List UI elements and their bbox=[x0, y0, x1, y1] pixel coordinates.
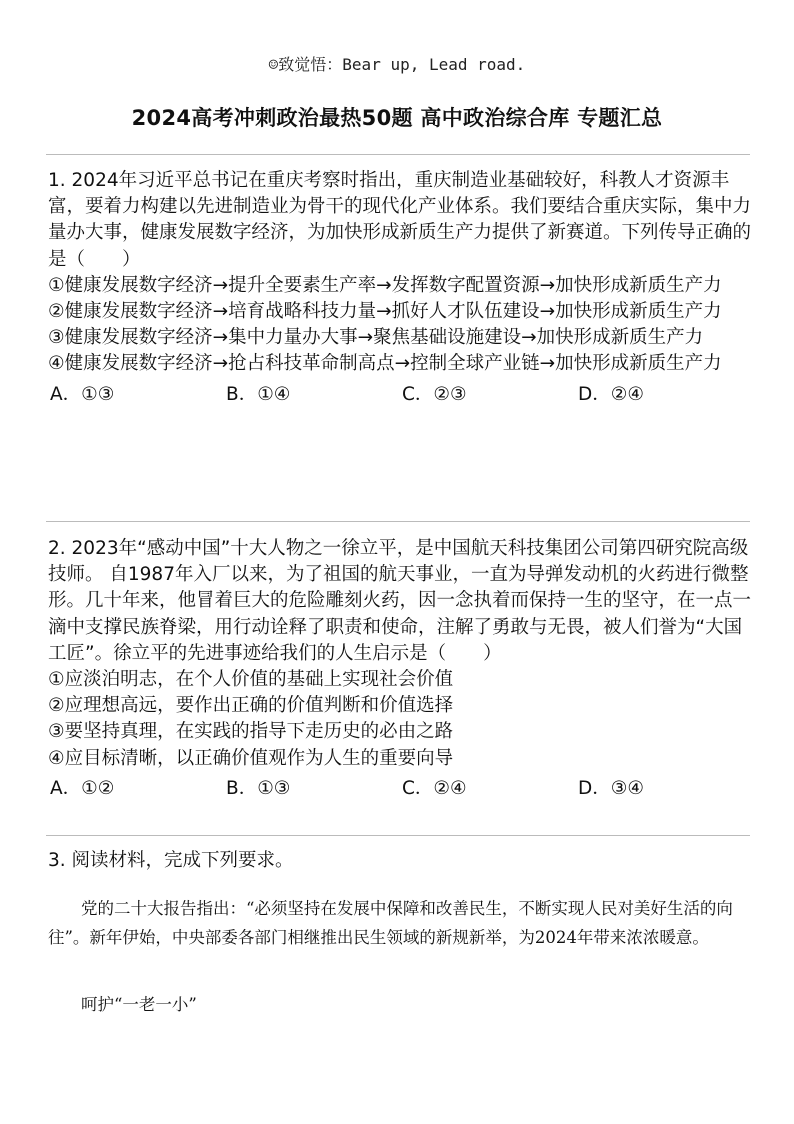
option-d[interactable]: D．③④ bbox=[578, 777, 644, 799]
option-a[interactable]: A．①② bbox=[50, 777, 115, 799]
statement-item: ③健康发展数字经济→集中力量办大事→聚焦基础设施建设→加快形成新质生产力 bbox=[48, 327, 704, 349]
question-stem: 3. 阅读材料，完成下列要求。 bbox=[48, 850, 294, 871]
question-stem: 2. 2023年“感动中国”十大人物之一徐立平，是中国航天科技集团公司第四研究院高级技师。 自1987年入厂以来，为了祖国的航天事业，一直为导弹发动机的火药进行微整形。几十年来，他冒着巨大的危险雕刻火药，因一念执着而保持一生的坚守，在一点一滴中支撑民族脊梁，用行动诠释了职责和使命，注解了勇敢与无畏，被人们誉为“大国工匠”。徐立平的先进事迹给我们的人生启示是（ ） bbox=[48, 538, 752, 664]
question-2 bbox=[48, 536, 752, 802]
header-motto: ☺致觉悟：Bear up, Lead road. bbox=[268, 55, 526, 74]
option-d[interactable]: D．②④ bbox=[578, 383, 644, 405]
divider bbox=[46, 154, 750, 155]
material-subheading-block bbox=[48, 990, 752, 1019]
option-c[interactable]: C．②④ bbox=[402, 777, 467, 799]
question-3 bbox=[48, 848, 752, 874]
statement-item: ④应目标清晰，以正确价值观作为人生的重要向导 bbox=[48, 747, 454, 769]
material-paragraph: 党的二十大报告指出：“必须坚持在发展中保障和改善民生，不断实现人民对美好生活的向往”。新年伊始，中央部委各部门相继推出民生领域的新规新举，为2024年带来浓浓暖意。 bbox=[48, 899, 733, 947]
statement-item: ②应理想高远，要作出正确的价值判断和价值选择 bbox=[48, 695, 454, 717]
statement-item: ③要坚持真理，在实践的指导下走历史的必由之路 bbox=[48, 721, 454, 743]
divider bbox=[46, 521, 750, 522]
divider bbox=[46, 835, 750, 836]
option-a[interactable]: A．①③ bbox=[50, 383, 115, 405]
reading-material bbox=[48, 894, 752, 952]
answer-options bbox=[48, 382, 752, 408]
page-title: 2024高考冲刺政治最热50题 高中政治综合库 专题汇总 bbox=[131, 106, 663, 130]
question-stem: 1. 2024年习近平总书记在重庆考察时指出，重庆制造业基础较好，科教人才资源丰富，要着力构建以先进制造业为骨干的现代化产业体系。我们要结合重庆实际，集中力量办大事，健康发展数字经济，为加快形成新质生产力提供了新赛道。下列传导正确的是（ ） bbox=[48, 170, 752, 270]
statement-item: ②健康发展数字经济→培育战略科技力量→抓好人才队伍建设→加快形成新质生产力 bbox=[48, 301, 722, 323]
statement-item: ①健康发展数字经济→提升全要素生产率→发挥数字配置资源→加快形成新质生产力 bbox=[48, 274, 722, 296]
material-subheading: 呵护“一老一小” bbox=[81, 995, 197, 1014]
answer-options bbox=[48, 776, 752, 802]
statement-item: ④健康发展数字经济→抢占科技革命制高点→控制全球产业链→加快形成新质生产力 bbox=[48, 353, 722, 375]
option-c[interactable]: C．②③ bbox=[402, 383, 467, 405]
option-b[interactable]: B．①④ bbox=[226, 383, 291, 405]
question-1 bbox=[48, 168, 752, 408]
statement-item: ①应淡泊明志，在个人价值的基础上实现社会价值 bbox=[48, 669, 454, 691]
option-b[interactable]: B．①③ bbox=[226, 777, 291, 799]
